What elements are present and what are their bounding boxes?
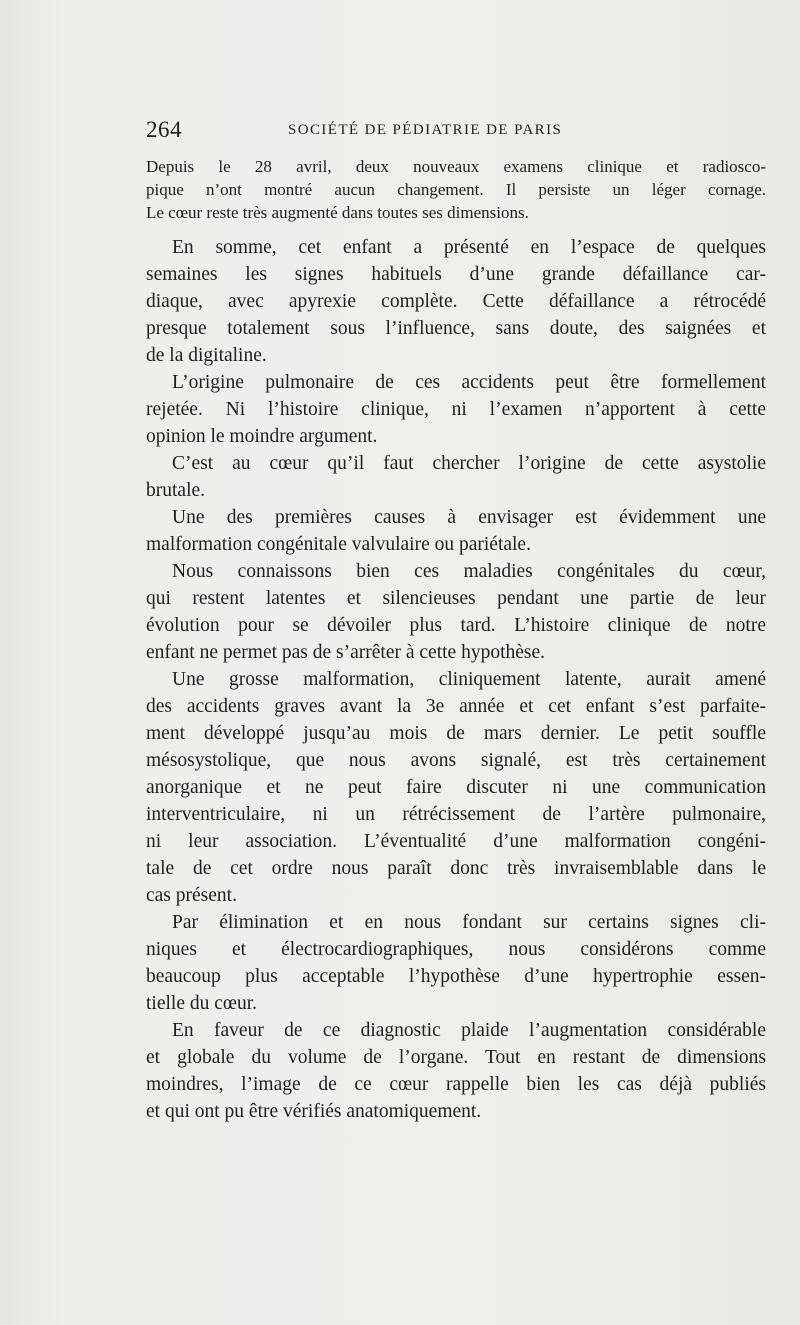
text-line: Une des premières causes à envisager est évidemment une xyxy=(172,507,766,528)
paragraph xyxy=(146,234,766,369)
paragraph xyxy=(146,666,766,909)
text-line: Nous connaissons bien ces maladies congénitales du cœur, xyxy=(172,561,766,582)
body-text xyxy=(146,155,766,1125)
paragraph xyxy=(146,558,766,666)
text-line: de la digitaline. xyxy=(146,345,267,366)
text-line: L’origine pulmonaire de ces accidents peut être formellement xyxy=(172,372,766,393)
page-number: 264 xyxy=(146,117,182,142)
text-line: moindres, l’image de ce cœur rappelle bien les cas déjà publiés xyxy=(146,1074,766,1095)
text-line: tale de cet ordre nous paraît donc très invraisemblable dans le xyxy=(146,858,766,879)
text-line: interventriculaire, ni un rétrécissement de l’artère pulmonaire, xyxy=(146,804,766,825)
text-line: enfant ne permet pas de s’arrêter à cette hypothèse. xyxy=(146,642,546,663)
text-line: En faveur de ce diagnostic plaide l’augmentation considérable xyxy=(172,1020,766,1041)
text-line: des accidents graves avant la 3e année et cet enfant s’est parfaite- xyxy=(146,696,766,717)
text-line: et qui ont pu être vérifiés anatomiquement. xyxy=(146,1101,482,1122)
text-line: opinion le moindre argument. xyxy=(146,426,378,447)
text-line: qui restent latentes et silencieuses pendant une partie de leur xyxy=(146,588,766,609)
text-line: Une grosse malformation, cliniquement latente, aurait amené xyxy=(172,669,766,690)
text-line: ni leur association. L’éventualité d’une malformation congéni- xyxy=(146,831,766,852)
text-line: tielle du cœur. xyxy=(146,993,258,1014)
text-line: presque totalement sous l’influence, sans doute, des saignées et xyxy=(146,318,766,339)
paragraph xyxy=(146,1017,766,1125)
text-line: niques et électrocardiographiques, nous considérons comme xyxy=(146,939,766,960)
text-line: anorganique et ne peut faire discuter ni une communication xyxy=(146,777,766,798)
paragraph xyxy=(146,450,766,504)
paragraph xyxy=(146,504,766,558)
paragraph xyxy=(146,909,766,1017)
text-line: rejetée. Ni l’histoire clinique, ni l’examen n’apportent à cette xyxy=(146,399,766,420)
text-line: diaque, avec apyrexie complète. Cette défaillance a rétrocédé xyxy=(146,291,766,312)
running-head: SOCIÉTÉ DE PÉDIATRIE DE PARIS xyxy=(288,122,563,138)
text-line: Le cœur reste très augmenté dans toutes ses dimensions. xyxy=(146,203,529,222)
text-line: Depuis le 28 avril, deux nouveaux examens clinique et radiosco- xyxy=(146,157,766,176)
text-line: En somme, cet enfant a présenté en l’espace de quelques xyxy=(172,237,766,258)
text-line: Par élimination et en nous fondant sur certains signes cli- xyxy=(172,912,766,933)
text-line: C’est au cœur qu’il faut chercher l’origine de cette asystolie xyxy=(172,453,766,474)
text-line: malformation congénitale valvulaire ou pariétale. xyxy=(146,534,531,555)
text-line: pique n’ont montré aucun changement. Il persiste un léger cornage. xyxy=(146,180,766,199)
text-line: ment développé jusqu’au mois de mars dernier. Le petit souffle xyxy=(146,723,766,744)
paragraph xyxy=(146,369,766,450)
text-line: semaines les signes habituels d’une grande défaillance car- xyxy=(146,264,766,285)
text-line: brutale. xyxy=(146,480,206,501)
page-header xyxy=(146,117,766,147)
text-line: évolution pour se dévoiler plus tard. L’histoire clinique de notre xyxy=(146,615,766,636)
text-line: et globale du volume de l’organe. Tout en restant de dimensions xyxy=(146,1047,766,1068)
text-line: mésosystolique, que nous avons signalé, est très certainement xyxy=(146,750,766,771)
small-print-paragraph xyxy=(146,155,766,224)
text-line: cas présent. xyxy=(146,885,237,906)
text-line: beaucoup plus acceptable l’hypothèse d’une hypertrophie essen- xyxy=(146,966,766,987)
